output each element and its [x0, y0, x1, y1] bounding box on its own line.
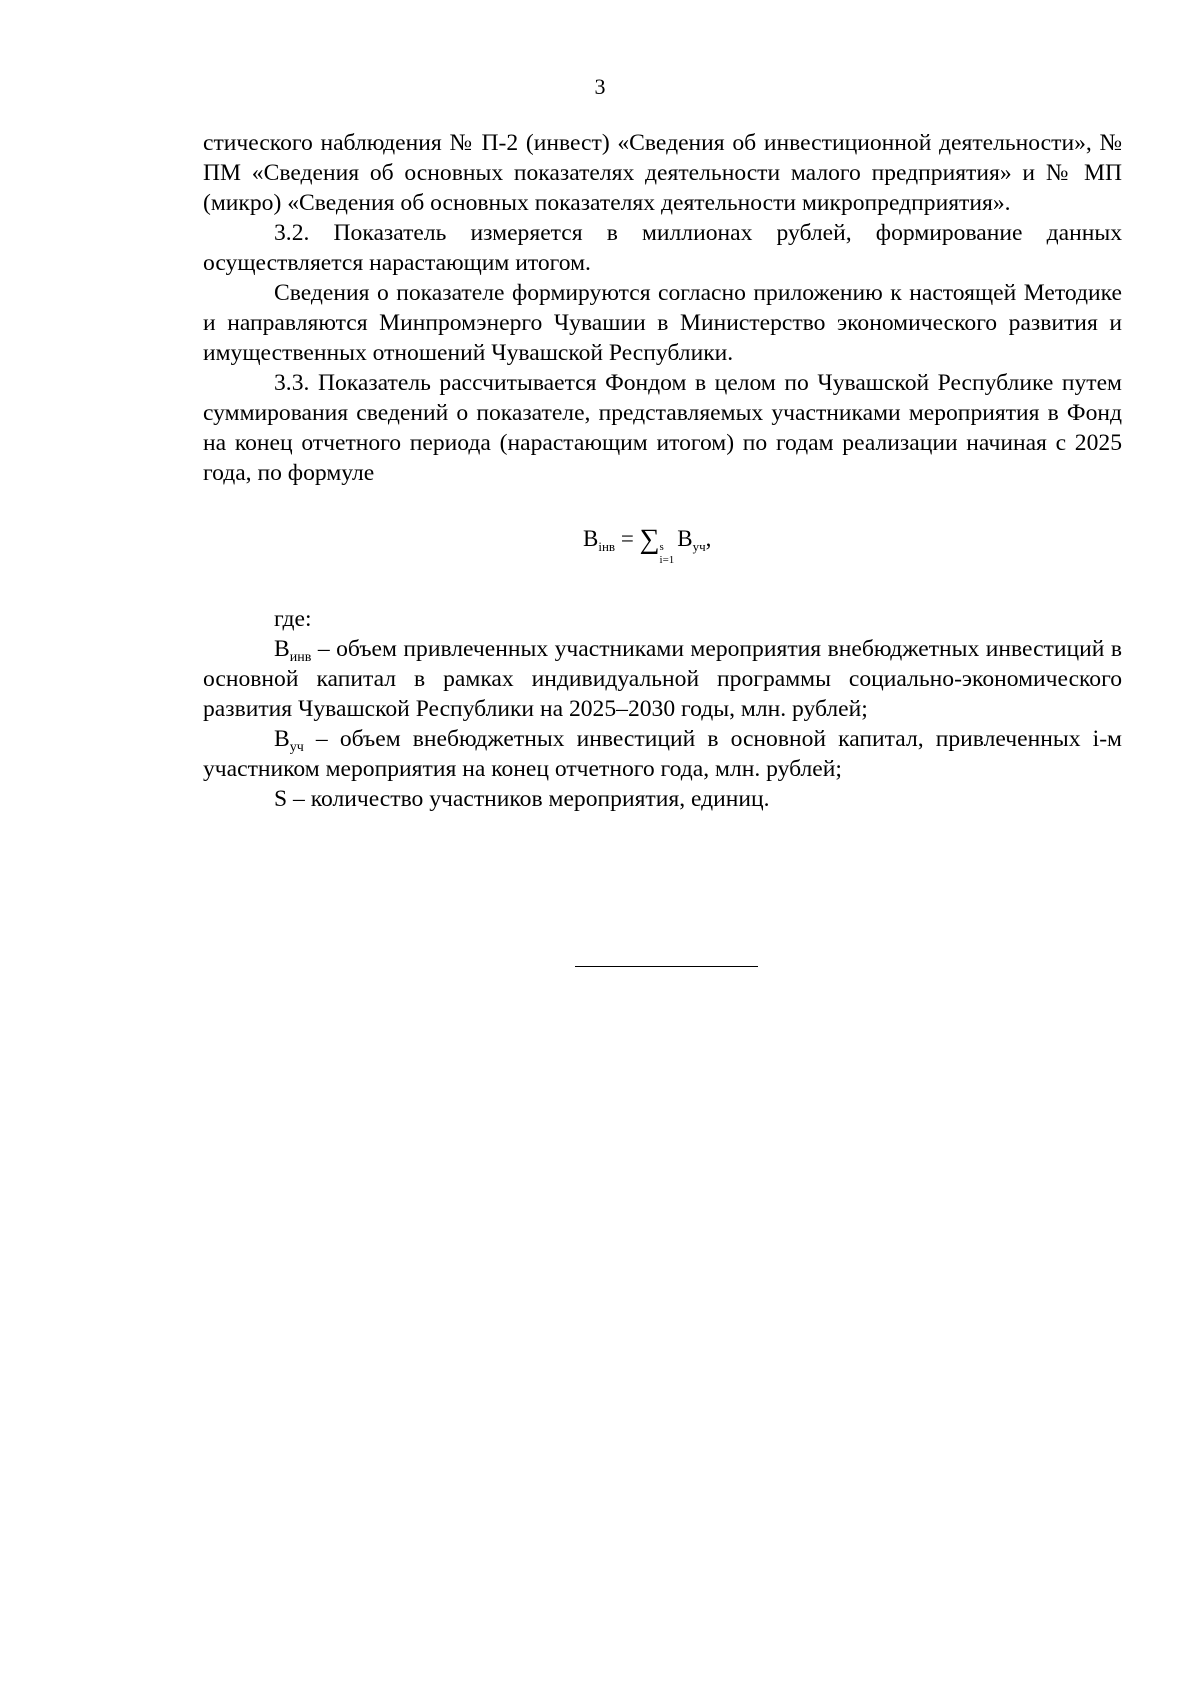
document-body — [203, 128, 1122, 814]
symbol-v-uch-subscript: уч — [289, 740, 304, 755]
summation-upper-limit: s — [659, 541, 664, 553]
formula-rhs: B — [677, 526, 693, 551]
formula-block — [203, 488, 1122, 604]
formula-comma: , — [705, 526, 712, 551]
summation-lower-limit: i=1 — [659, 554, 675, 566]
sum-formula — [583, 526, 711, 567]
formula-equals: = — [615, 526, 640, 551]
summation-sign: ∑ — [639, 524, 660, 555]
paragraph-continuation: стического наблюдения № П-2 (инвест) «Сведения об инвестиционной деятельности», № ПМ «Сведения об основных показателях деятельности малого предприятия» и № МП (микро) «Сведения об основных показателях деятельности микропредприятия». — [203, 130, 1122, 216]
formula-lhs-subscript: iнв — [598, 539, 616, 554]
paragraph-3-3: 3.3. Показатель рассчитывается Фондом в целом по Чувашской Республике путем суммирования сведений о показателе, представляемых участниками мероприятия в Фонд на конец отчетного периода (нарастающим итогом) по годам реализации начиная с 2025 года, по формуле — [203, 370, 1122, 486]
page-number: 3 — [594, 74, 606, 99]
definition-s: S – количество участников мероприятия, единиц. — [274, 786, 770, 812]
symbol-v-uch: B — [274, 726, 290, 752]
closing-divider — [575, 966, 758, 967]
symbol-v-inv-subscript: инв — [289, 650, 312, 665]
symbol-v-inv: B — [274, 636, 290, 662]
summation-limits — [660, 541, 675, 567]
definition-v-uch-text: – объем внебюджетных инвестиций в основной капитал, привлеченных i-м участником мероприятия на конец отчетного года, млн. рублей; — [203, 726, 1122, 782]
paragraph-3-2: 3.2. Показатель измеряется в миллионах рублей, формирование данных осуществляется нарастающим итогом. — [203, 220, 1122, 276]
formula-lhs: B — [583, 526, 599, 551]
definition-v-inv-text: – объем привлеченных участниками мероприятия внебюджетных инвестиций в основной капитал в рамках индивидуальной программы социально-экономического развития Чувашской Республики на 2025–2030 годы, млн. рублей; — [203, 636, 1122, 722]
where-label: где: — [274, 606, 312, 632]
definition-v-inv — [203, 634, 1122, 724]
paragraph-reporting: Сведения о показателе формируются согласно приложению к настоящей Методике и направляются Минпромэнерго Чувашии в Министерство экономического развития и имущественных отношений Чувашской Республики. — [203, 280, 1122, 366]
definition-v-uch — [203, 724, 1122, 784]
formula-rhs-subscript: уч — [692, 539, 706, 554]
